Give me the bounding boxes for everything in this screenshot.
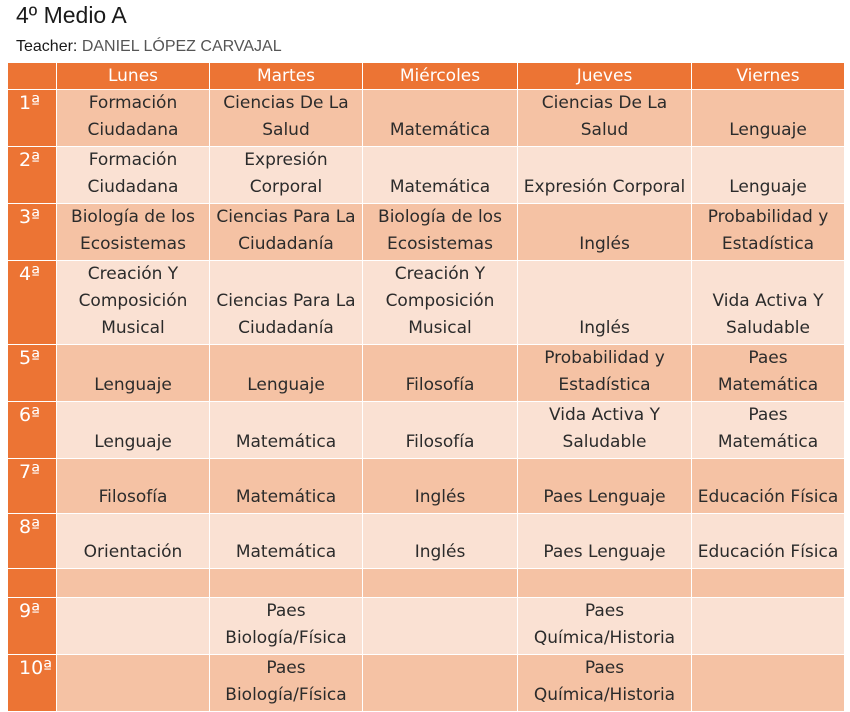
period-label: 6ª bbox=[8, 402, 57, 459]
period-label bbox=[8, 569, 57, 598]
class-cell: Matemática bbox=[210, 459, 363, 514]
class-cell: Lenguaje bbox=[210, 345, 363, 402]
class-cell bbox=[57, 569, 210, 598]
class-cell: Probabilidad y Estadística bbox=[692, 204, 845, 261]
class-cell bbox=[57, 655, 210, 712]
class-cell bbox=[692, 569, 845, 598]
table-row bbox=[8, 459, 845, 514]
class-cell bbox=[363, 655, 518, 712]
class-cell: Paes Lenguaje bbox=[518, 514, 692, 569]
class-cell bbox=[363, 598, 518, 655]
class-cell bbox=[692, 598, 845, 655]
class-cell: Filosofía bbox=[363, 402, 518, 459]
class-cell: Lenguaje bbox=[57, 402, 210, 459]
table-row bbox=[8, 90, 845, 147]
day-header-row bbox=[8, 63, 845, 90]
table-row-spacer bbox=[8, 569, 845, 598]
table-row bbox=[8, 514, 845, 569]
class-cell: Vida Activa Y Saludable bbox=[692, 261, 845, 345]
class-cell: Paes Matemática bbox=[692, 402, 845, 459]
table-row bbox=[8, 204, 845, 261]
class-cell: Inglés bbox=[363, 514, 518, 569]
class-cell: Paes Biología/Física bbox=[210, 655, 363, 712]
class-cell: Paes Matemática bbox=[692, 345, 845, 402]
table-row bbox=[8, 655, 845, 712]
class-cell: Matemática bbox=[210, 402, 363, 459]
table-row bbox=[8, 598, 845, 655]
class-cell: Matemática bbox=[363, 147, 518, 204]
class-cell bbox=[363, 569, 518, 598]
day-header: Lunes bbox=[57, 63, 210, 90]
class-cell: Lenguaje bbox=[692, 147, 845, 204]
teacher-name: DANIEL LÓPEZ CARVAJAL bbox=[81, 38, 282, 55]
table-row bbox=[8, 345, 845, 402]
class-cell: Matemática bbox=[210, 514, 363, 569]
class-cell: Paes Biología/Física bbox=[210, 598, 363, 655]
corner-cell bbox=[8, 63, 57, 90]
table-row bbox=[8, 402, 845, 459]
class-cell: Vida Activa Y Saludable bbox=[518, 402, 692, 459]
day-header: Jueves bbox=[518, 63, 692, 90]
class-cell: Educación Física bbox=[692, 514, 845, 569]
class-cell: Orientación bbox=[57, 514, 210, 569]
class-cell: Ciencias De La Salud bbox=[518, 90, 692, 147]
class-cell bbox=[518, 569, 692, 598]
table-row bbox=[8, 147, 845, 204]
class-cell: Lenguaje bbox=[57, 345, 210, 402]
period-label: 4ª bbox=[8, 261, 57, 345]
class-cell: Expresión Corporal bbox=[210, 147, 363, 204]
class-cell: Lenguaje bbox=[692, 90, 845, 147]
period-label: 10ª bbox=[8, 655, 57, 712]
day-header: Viernes bbox=[692, 63, 845, 90]
class-cell: Paes Química/Historia bbox=[518, 655, 692, 712]
class-cell: Educación Física bbox=[692, 459, 845, 514]
class-cell: Inglés bbox=[518, 204, 692, 261]
class-cell: Biología de los Ecosistemas bbox=[363, 204, 518, 261]
day-header: Martes bbox=[210, 63, 363, 90]
period-label: 8ª bbox=[8, 514, 57, 569]
class-cell: Expresión Corporal bbox=[518, 147, 692, 204]
teacher-line bbox=[16, 38, 282, 56]
table-row bbox=[8, 261, 845, 345]
class-cell bbox=[57, 598, 210, 655]
class-cell bbox=[692, 655, 845, 712]
class-cell: Ciencias De La Salud bbox=[210, 90, 363, 147]
class-cell: Paes Química/Historia bbox=[518, 598, 692, 655]
teacher-label: Teacher: bbox=[16, 38, 78, 55]
class-cell: Inglés bbox=[518, 261, 692, 345]
day-header: Miércoles bbox=[363, 63, 518, 90]
class-cell: Biología de los Ecosistemas bbox=[57, 204, 210, 261]
schedule-table bbox=[7, 62, 845, 712]
class-cell: Matemática bbox=[363, 90, 518, 147]
class-cell: Paes Lenguaje bbox=[518, 459, 692, 514]
period-label: 1ª bbox=[8, 90, 57, 147]
class-cell: Ciencias Para La Ciudadanía bbox=[210, 204, 363, 261]
class-cell: Formación Ciudadana bbox=[57, 147, 210, 204]
page-title: 4º Medio A bbox=[16, 2, 127, 28]
class-cell: Filosofía bbox=[57, 459, 210, 514]
class-cell: Formación Ciudadana bbox=[57, 90, 210, 147]
class-cell: Inglés bbox=[363, 459, 518, 514]
class-cell bbox=[210, 569, 363, 598]
period-label: 9ª bbox=[8, 598, 57, 655]
class-cell: Filosofía bbox=[363, 345, 518, 402]
class-cell: Creación Y Composición Musical bbox=[363, 261, 518, 345]
class-cell: Probabilidad y Estadística bbox=[518, 345, 692, 402]
class-cell: Creación Y Composición Musical bbox=[57, 261, 210, 345]
period-label: 3ª bbox=[8, 204, 57, 261]
class-cell: Ciencias Para La Ciudadanía bbox=[210, 261, 363, 345]
period-label: 7ª bbox=[8, 459, 57, 514]
period-label: 2ª bbox=[8, 147, 57, 204]
period-label: 5ª bbox=[8, 345, 57, 402]
